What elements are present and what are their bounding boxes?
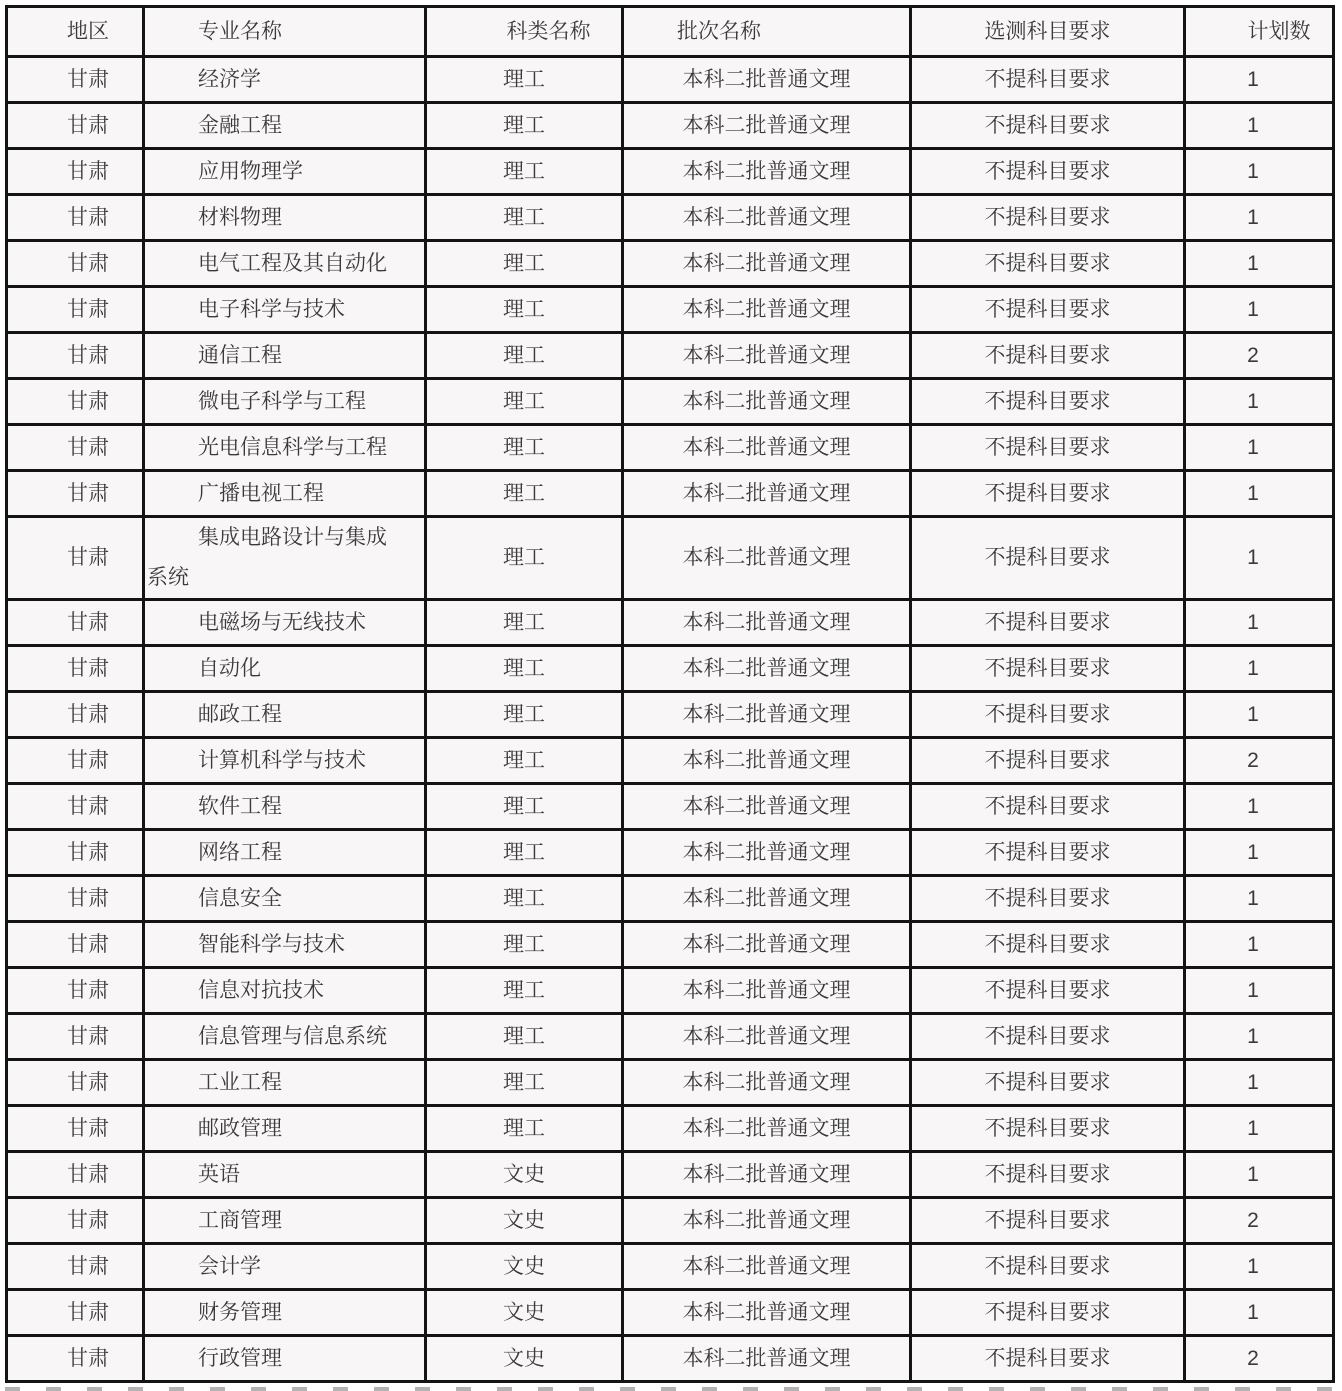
table-row [7,149,1334,195]
cell-batch: 本科二批普通文理 [623,1244,911,1290]
table-row [7,1014,1334,1060]
cell-region: 甘肃 [7,600,144,646]
cell-major: 英语 [144,1152,426,1198]
table-row [7,830,1334,876]
table-row [7,784,1334,830]
cell-category: 理工 [426,1014,623,1060]
cell-category: 理工 [426,149,623,195]
table-row [7,1152,1334,1198]
cell-requirement: 不提科目要求 [911,600,1185,646]
cell-requirement: 不提科目要求 [911,287,1185,333]
table-row [7,692,1334,738]
table-row [7,876,1334,922]
cell-major: 行政管理 [144,1336,426,1382]
table-row [7,738,1334,784]
cell-requirement: 不提科目要求 [911,1198,1185,1244]
cell-category: 理工 [426,517,623,600]
cell-region: 甘肃 [7,517,144,600]
cell-batch: 本科二批普通文理 [623,876,911,922]
cell-region: 甘肃 [7,1244,144,1290]
cell-requirement: 不提科目要求 [911,646,1185,692]
table-row [7,1336,1334,1382]
cell-category: 理工 [426,876,623,922]
cell-count: 1 [1185,471,1334,517]
cell-region: 甘肃 [7,333,144,379]
cell-count: 1 [1185,876,1334,922]
cell-batch: 本科二批普通文理 [623,1106,911,1152]
cell-major: 集成电路设计与集成系统 [144,517,426,600]
cell-major: 通信工程 [144,333,426,379]
table-row [7,471,1334,517]
cell-requirement: 不提科目要求 [911,333,1185,379]
cell-major: 邮政管理 [144,1106,426,1152]
next-row-clipped-edge [5,1387,1332,1391]
column-header-requirement: 选测科目要求 [911,7,1185,57]
cell-batch: 本科二批普通文理 [623,103,911,149]
cell-batch: 本科二批普通文理 [623,600,911,646]
cell-count: 1 [1185,241,1334,287]
cell-batch: 本科二批普通文理 [623,968,911,1014]
cell-major: 应用物理学 [144,149,426,195]
cell-count: 1 [1185,830,1334,876]
table-row [7,1244,1334,1290]
cell-count: 1 [1185,968,1334,1014]
cell-batch: 本科二批普通文理 [623,333,911,379]
cell-region: 甘肃 [7,692,144,738]
cell-region: 甘肃 [7,425,144,471]
cell-category: 文史 [426,1152,623,1198]
enrollment-plan-table [5,5,1335,1383]
cell-category: 理工 [426,333,623,379]
column-header-category: 科类名称 [426,7,623,57]
cell-batch: 本科二批普通文理 [623,241,911,287]
cell-count: 1 [1185,57,1334,103]
cell-count: 1 [1185,287,1334,333]
cell-region: 甘肃 [7,241,144,287]
cell-count: 1 [1185,1290,1334,1336]
cell-batch: 本科二批普通文理 [623,471,911,517]
table-row [7,646,1334,692]
cell-requirement: 不提科目要求 [911,784,1185,830]
cell-batch: 本科二批普通文理 [623,517,911,600]
cell-region: 甘肃 [7,1014,144,1060]
cell-batch: 本科二批普通文理 [623,1198,911,1244]
cell-requirement: 不提科目要求 [911,738,1185,784]
cell-region: 甘肃 [7,1290,144,1336]
cell-region: 甘肃 [7,830,144,876]
table-row [7,600,1334,646]
cell-major: 信息管理与信息系统 [144,1014,426,1060]
cell-batch: 本科二批普通文理 [623,692,911,738]
cell-batch: 本科二批普通文理 [623,1152,911,1198]
table-row [7,517,1334,600]
cell-batch: 本科二批普通文理 [623,784,911,830]
cell-batch: 本科二批普通文理 [623,1014,911,1060]
cell-requirement: 不提科目要求 [911,57,1185,103]
cell-count: 2 [1185,738,1334,784]
cell-requirement: 不提科目要求 [911,103,1185,149]
cell-batch: 本科二批普通文理 [623,922,911,968]
cell-category: 理工 [426,968,623,1014]
table-row [7,1198,1334,1244]
cell-major: 电气工程及其自动化 [144,241,426,287]
cell-count: 1 [1185,1152,1334,1198]
column-header-major: 专业名称 [144,7,426,57]
cell-requirement: 不提科目要求 [911,692,1185,738]
cell-batch: 本科二批普通文理 [623,149,911,195]
cell-category: 理工 [426,103,623,149]
column-header-batch: 批次名称 [623,7,911,57]
cell-region: 甘肃 [7,195,144,241]
cell-count: 1 [1185,103,1334,149]
table-row [7,1106,1334,1152]
cell-requirement: 不提科目要求 [911,1014,1185,1060]
cell-major: 工业工程 [144,1060,426,1106]
cell-region: 甘肃 [7,646,144,692]
cell-major: 软件工程 [144,784,426,830]
cell-count: 1 [1185,195,1334,241]
cell-category: 理工 [426,241,623,287]
cell-category: 理工 [426,922,623,968]
cell-count: 1 [1185,149,1334,195]
cell-category: 理工 [426,195,623,241]
cell-major: 邮政工程 [144,692,426,738]
cell-major: 自动化 [144,646,426,692]
cell-batch: 本科二批普通文理 [623,195,911,241]
cell-batch: 本科二批普通文理 [623,1336,911,1382]
cell-major: 微电子科学与工程 [144,379,426,425]
cell-major: 经济学 [144,57,426,103]
cell-region: 甘肃 [7,968,144,1014]
cell-major: 电子科学与技术 [144,287,426,333]
table-row [7,287,1334,333]
table-row [7,195,1334,241]
cell-major: 财务管理 [144,1290,426,1336]
cell-count: 1 [1185,425,1334,471]
cell-count: 2 [1185,333,1334,379]
cell-region: 甘肃 [7,1336,144,1382]
cell-batch: 本科二批普通文理 [623,425,911,471]
cell-count: 1 [1185,784,1334,830]
cell-requirement: 不提科目要求 [911,149,1185,195]
table-row [7,922,1334,968]
cell-region: 甘肃 [7,738,144,784]
cell-requirement: 不提科目要求 [911,1106,1185,1152]
cell-batch: 本科二批普通文理 [623,646,911,692]
table-row [7,241,1334,287]
cell-major: 信息对抗技术 [144,968,426,1014]
cell-region: 甘肃 [7,1106,144,1152]
cell-category: 理工 [426,57,623,103]
cell-major: 网络工程 [144,830,426,876]
cell-category: 理工 [426,784,623,830]
cell-category: 理工 [426,600,623,646]
cell-requirement: 不提科目要求 [911,1060,1185,1106]
cell-region: 甘肃 [7,1152,144,1198]
header-row [7,7,1334,57]
cell-requirement: 不提科目要求 [911,471,1185,517]
cell-requirement: 不提科目要求 [911,1336,1185,1382]
cell-count: 1 [1185,1244,1334,1290]
cell-category: 理工 [426,425,623,471]
cell-region: 甘肃 [7,379,144,425]
cell-major: 智能科学与技术 [144,922,426,968]
cell-region: 甘肃 [7,103,144,149]
cell-category: 理工 [426,738,623,784]
cell-requirement: 不提科目要求 [911,195,1185,241]
cell-batch: 本科二批普通文理 [623,287,911,333]
cell-region: 甘肃 [7,149,144,195]
cell-major: 信息安全 [144,876,426,922]
table-row [7,103,1334,149]
cell-category: 理工 [426,830,623,876]
table-row [7,1060,1334,1106]
table-row [7,379,1334,425]
cell-major: 光电信息科学与工程 [144,425,426,471]
cell-count: 2 [1185,1336,1334,1382]
cell-batch: 本科二批普通文理 [623,738,911,784]
cell-region: 甘肃 [7,1198,144,1244]
cell-region: 甘肃 [7,784,144,830]
cell-category: 文史 [426,1198,623,1244]
cell-category: 文史 [426,1336,623,1382]
cell-category: 理工 [426,379,623,425]
cell-region: 甘肃 [7,57,144,103]
column-header-region: 地区 [7,7,144,57]
cell-region: 甘肃 [7,1060,144,1106]
cell-requirement: 不提科目要求 [911,968,1185,1014]
cell-count: 1 [1185,1106,1334,1152]
cell-category: 理工 [426,692,623,738]
cell-count: 2 [1185,1198,1334,1244]
cell-count: 1 [1185,600,1334,646]
cell-requirement: 不提科目要求 [911,830,1185,876]
cell-count: 1 [1185,379,1334,425]
cell-category: 理工 [426,1106,623,1152]
cell-major: 计算机科学与技术 [144,738,426,784]
cell-requirement: 不提科目要求 [911,876,1185,922]
cell-region: 甘肃 [7,287,144,333]
cell-requirement: 不提科目要求 [911,1290,1185,1336]
cell-requirement: 不提科目要求 [911,1244,1185,1290]
table-row [7,968,1334,1014]
table-row [7,57,1334,103]
cell-count: 1 [1185,1014,1334,1060]
cell-category: 理工 [426,471,623,517]
cell-category: 理工 [426,287,623,333]
cell-major: 广播电视工程 [144,471,426,517]
cell-major: 电磁场与无线技术 [144,600,426,646]
table-row [7,1290,1334,1336]
cell-count: 1 [1185,922,1334,968]
table-row [7,333,1334,379]
cell-count: 1 [1185,692,1334,738]
cell-requirement: 不提科目要求 [911,1152,1185,1198]
cell-major: 金融工程 [144,103,426,149]
cell-category: 理工 [426,646,623,692]
cell-major: 会计学 [144,1244,426,1290]
cell-batch: 本科二批普通文理 [623,1060,911,1106]
cell-major: 材料物理 [144,195,426,241]
cell-requirement: 不提科目要求 [911,517,1185,600]
cell-category: 文史 [426,1244,623,1290]
cell-requirement: 不提科目要求 [911,922,1185,968]
cell-batch: 本科二批普通文理 [623,830,911,876]
cell-requirement: 不提科目要求 [911,379,1185,425]
cell-requirement: 不提科目要求 [911,425,1185,471]
cell-count: 1 [1185,1060,1334,1106]
cell-count: 1 [1185,517,1334,600]
column-header-count: 计划数 [1185,7,1334,57]
cell-batch: 本科二批普通文理 [623,1290,911,1336]
cell-batch: 本科二批普通文理 [623,379,911,425]
cell-batch: 本科二批普通文理 [623,57,911,103]
cell-requirement: 不提科目要求 [911,241,1185,287]
cell-region: 甘肃 [7,471,144,517]
table-row [7,425,1334,471]
cell-region: 甘肃 [7,876,144,922]
cell-category: 理工 [426,1060,623,1106]
cell-count: 1 [1185,646,1334,692]
cell-major: 工商管理 [144,1198,426,1244]
cell-region: 甘肃 [7,922,144,968]
cell-category: 文史 [426,1290,623,1336]
